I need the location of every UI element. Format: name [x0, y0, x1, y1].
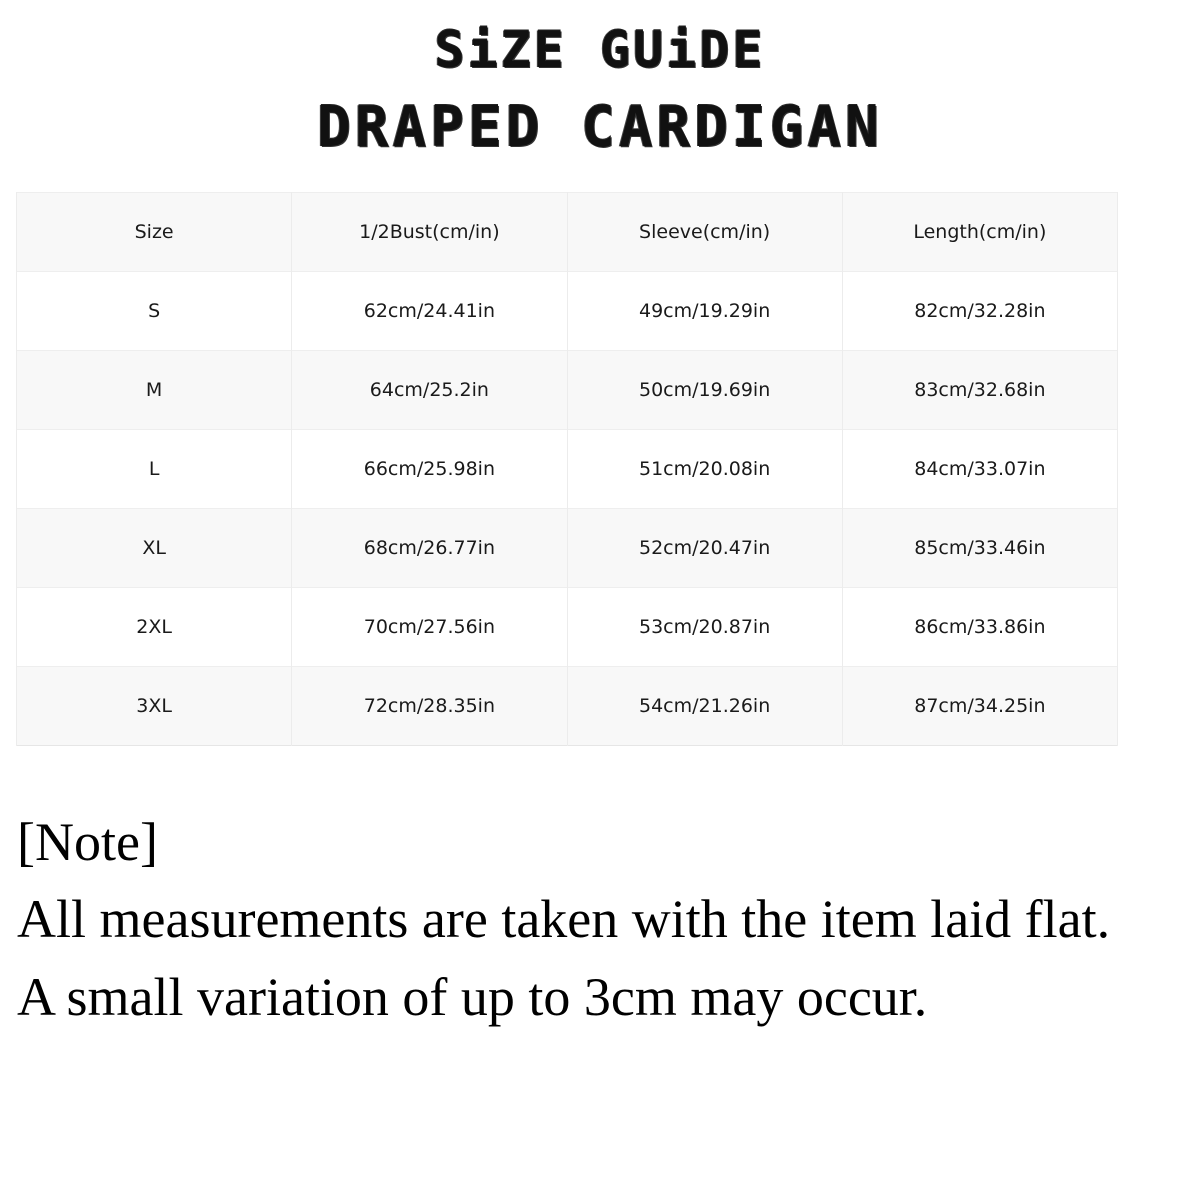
table-row: [17, 509, 1118, 588]
table-row: [17, 272, 1118, 351]
note-text-variation: A small variation of up to 3cm may occur.: [17, 967, 928, 1027]
length-cell: 84cm/33.07in: [842, 430, 1117, 509]
column-header-sleeve: Sleeve(cm/in): [567, 193, 842, 272]
bust-cell: 64cm/25.2in: [292, 351, 567, 430]
sleeve-cell: 51cm/20.08in: [567, 430, 842, 509]
page-title: SiZE GUiDE: [434, 21, 766, 79]
table-row: [17, 588, 1118, 667]
column-header-size: Size: [17, 193, 292, 272]
size-cell: 3XL: [17, 667, 292, 746]
length-cell: 83cm/32.68in: [842, 351, 1117, 430]
length-cell: 87cm/34.25in: [842, 667, 1117, 746]
table-row: [17, 351, 1118, 430]
table-row: [17, 430, 1118, 509]
column-header-bust: 1/2Bust(cm/in): [292, 193, 567, 272]
length-cell: 85cm/33.46in: [842, 509, 1117, 588]
size-cell: L: [17, 430, 292, 509]
bust-cell: 62cm/24.41in: [292, 272, 567, 351]
size-cell: S: [17, 272, 292, 351]
length-cell: 86cm/33.86in: [842, 588, 1117, 667]
sleeve-cell: 49cm/19.29in: [567, 272, 842, 351]
size-cell: XL: [17, 509, 292, 588]
note-heading: [Note]: [17, 812, 158, 872]
length-cell: 82cm/32.28in: [842, 272, 1117, 351]
page-subtitle: DRAPED CARDIGAN: [317, 95, 883, 160]
table-header-row: [17, 193, 1118, 272]
bust-cell: 72cm/28.35in: [292, 667, 567, 746]
size-cell: M: [17, 351, 292, 430]
sleeve-cell: 53cm/20.87in: [567, 588, 842, 667]
size-table: [16, 192, 1118, 746]
size-cell: 2XL: [17, 588, 292, 667]
table-row: [17, 667, 1118, 746]
sleeve-cell: 52cm/20.47in: [567, 509, 842, 588]
bust-cell: 66cm/25.98in: [292, 430, 567, 509]
sleeve-cell: 54cm/21.26in: [567, 667, 842, 746]
note-text-measurements: All measurements are taken with the item laid flat.: [17, 889, 1111, 949]
column-header-length: Length(cm/in): [842, 193, 1117, 272]
sleeve-cell: 50cm/19.69in: [567, 351, 842, 430]
bust-cell: 70cm/27.56in: [292, 588, 567, 667]
bust-cell: 68cm/26.77in: [292, 509, 567, 588]
